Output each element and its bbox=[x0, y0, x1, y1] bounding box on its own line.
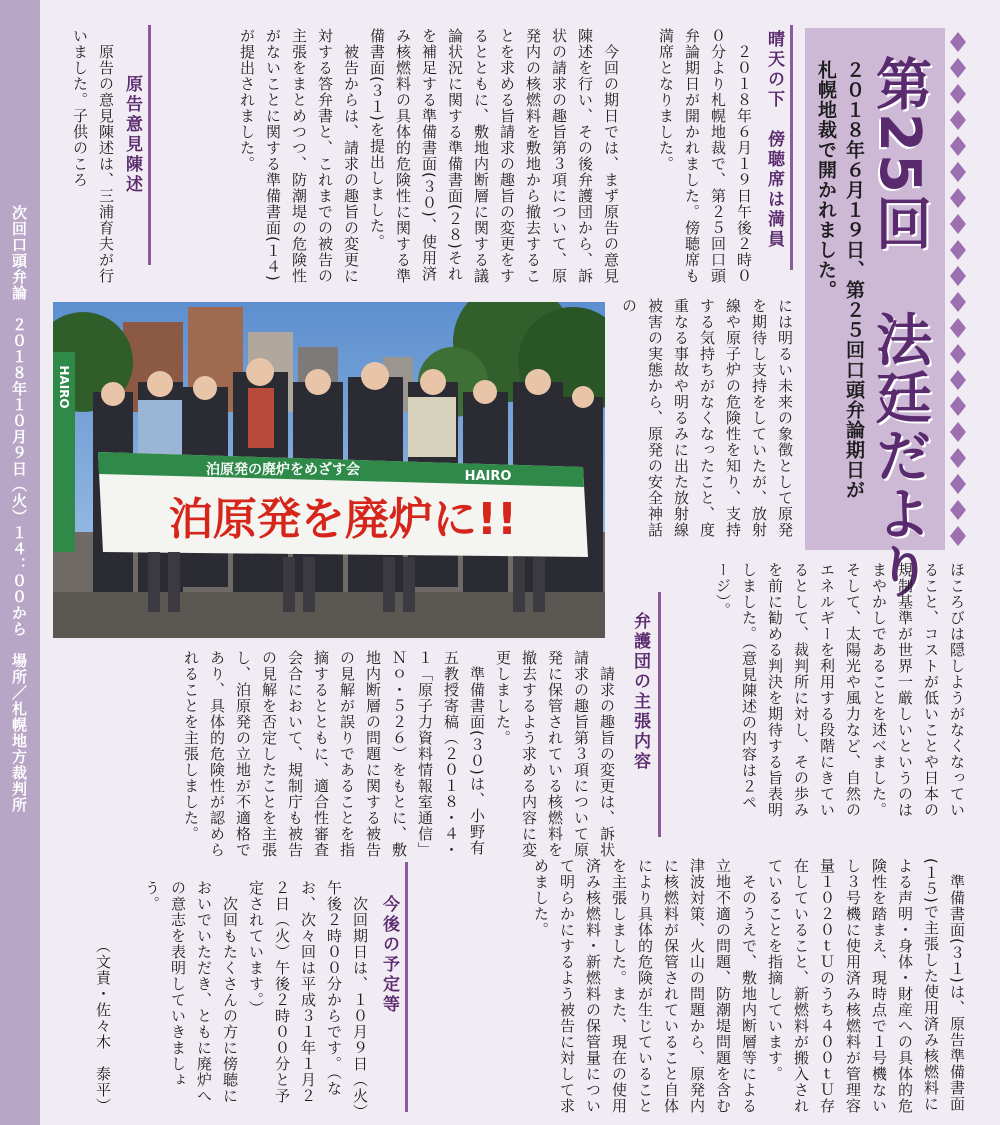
page-subtitle: ２０１８年６月１９日、第２５回口頭弁論期日が札幌地裁で開かれました。 bbox=[815, 60, 865, 500]
schedule-heading-bar bbox=[405, 862, 408, 1112]
schedule-body: 次回期日は、１０月９日（火）午後２時００分からです。（なお、次々回は平成３１年１月２２日（火）午後２時００分と予定されています。） 次回もたくさんの方に傍聴においでいただき、ともに廃炉への意志を表明していきましょう。 bbox=[143, 880, 369, 1113]
rally-photo bbox=[53, 302, 605, 638]
banner-main-text: 泊原発を廃炉に!! bbox=[168, 494, 518, 545]
page-title: 第25回 法廷だより bbox=[867, 55, 932, 601]
plaintiff-heading-bar bbox=[148, 25, 151, 265]
intro-body: 今回の期日では、まず原告の意見陳述を行い、その後弁護団から、訴状の請求の趣旨第３項について、原発内の核燃料を敷地から撤去することを求める旨請求の趣旨の変更をするとともに、敷地内断層に関する議論状況に関する準備書面(２８)それを補足する準備書面(３０)、使用済み核燃料の具体的危険性に関する準備書面(３１)を提出しました。 被告からは、請求の趣旨の変更に対する答弁書と、これまでの被告の主張をまとめつつ、防潮堤の危険性がないことに関する準備書面(１４)が提出されました。 bbox=[238, 28, 620, 284]
rally-banner bbox=[98, 452, 588, 557]
statement-continuation-upper: には明るい未来の象徴として原発を期待し支持をしていたが、放射線や原子炉の危険性を知り、支持する気持ちがなくなったこと、度重なる事故や明るみに出た放射線被害の実態から、原発の安全神話の bbox=[620, 298, 794, 538]
next-session-text: 次回口頭弁論 ２０１８年１０月９日（火）１４：００から 場所／札幌地方裁判所 bbox=[10, 205, 28, 813]
sunny-heading-bar bbox=[790, 25, 793, 270]
sunny-body: ２０１８年６月１９日午後２時００分より札幌地裁で、第２５回口頭弁論期日が開かれました。傍聴席も満席となりました。 bbox=[657, 28, 753, 284]
rally-photo-illustration bbox=[53, 302, 605, 638]
schedule-heading: 今後の予定等 bbox=[379, 895, 399, 1015]
banner-logo-text: HAIRO bbox=[464, 469, 512, 484]
plaintiff-heading: 原告意見陳述 bbox=[122, 75, 142, 195]
plaintiff-body: 原告の意見陳述は、三浦育夫が行いました。子供のころ bbox=[71, 28, 115, 284]
lawyers-heading-bar bbox=[658, 592, 661, 837]
lawyers-heading: 弁護団の主張内容 bbox=[630, 612, 650, 772]
flag-text: HAIRO bbox=[57, 365, 71, 409]
next-session-sidebar bbox=[0, 0, 40, 1125]
diamond-border-decoration bbox=[948, 32, 968, 552]
lawyers-body-left: 請求の趣旨の変更は、訴状請求の趣旨第３項について原発に保管されている核燃料を撤去するよう求める内容に変更しました。 準備書面(３０)は、小野有五教授寄稿（２０１８・４・１「原子力資料情報室通信」Ｎｏ・５２６）をもとに、敷地内断層の問題に関する被告の見解が誤りであることを指摘するとともに、適合性審査会合において、規制庁も被告の見解を否定したことを主張し、泊原発の立地が不適格であり、具体的危険性が認められることを主張しました。 bbox=[182, 650, 616, 858]
lawyers-body-right: 準備書面(３１)は、原告準備書面(１５)で主張した使用済み核燃料による声明・身体・財産への具体的危険性を踏まえ、現時点で１号機ないし３号機に使用済み核燃料が管理容量１０２０ｔＵのうち４００ｔＵ存在していること、新燃料が搬入されていることを指摘しています。 そのうえで、敷地内断層等による立地不適の問題、防潮堤問題を含む津波対策、火山の問題から、原発内に核燃料が保管されていること自体により具体的危険が生じていることを主張しました。また、現在の使用済み核燃料・新燃料の保管量について明らかにするよう被告に対して求めました。 bbox=[532, 858, 966, 1114]
statement-continuation-lower: ほころびは隠しようがなくなっていること、コストが低いことや日本の規制基準が世界一厳しいというのはまやかしであることを述べました。そして、太陽光や風力など、自然のエネルギーを利用する段階にきているとして、裁判所に対し、その歩みを前に勧める判決を期待する旨表明しました。（意見陳述の内容は２ページ）。 bbox=[714, 562, 966, 818]
banner-top-text: 泊原発の廃炉をめざす会 bbox=[206, 462, 360, 478]
sunny-heading: 晴天の下 傍聴席は満員 bbox=[764, 30, 784, 250]
signature: （文責・佐々木 泰平） bbox=[94, 938, 112, 1114]
